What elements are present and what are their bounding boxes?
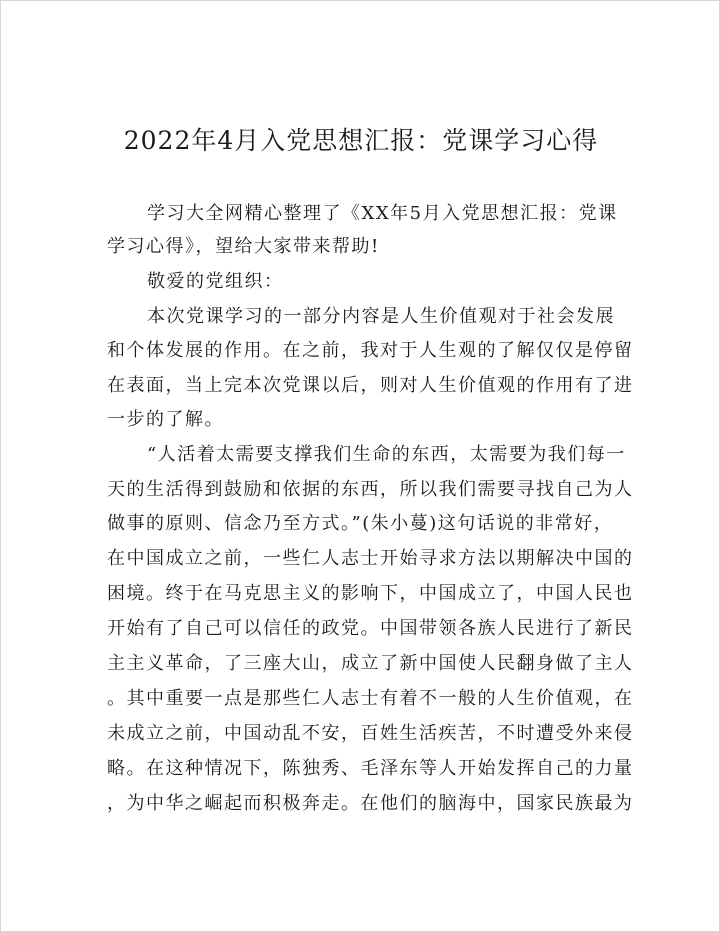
paragraph-line: 一步的了解。 xyxy=(107,409,224,430)
paragraph-line: 未成立之前，中国动乱不安，百姓生活疾苦，不时遭受外来侵 xyxy=(107,723,634,744)
paragraph-line: 开始有了自己可以信任的政党。中国带领各族人民进行了新民 xyxy=(107,618,634,639)
paragraph-line: 主主义革命，了三座大山，成立了新中国使人民翻身做了主人 xyxy=(107,653,634,674)
paragraph-line: 。其中重要一点是那些仁人志士有着不一般的人生价值观，在 xyxy=(107,688,634,709)
paragraph-line: 天的生活得到鼓励和依据的东西，所以我们需要寻找自己为人 xyxy=(107,479,634,500)
paragraph-line: 本次党课学习的一部分内容是人生价值观对于社会发展 xyxy=(147,306,615,327)
paragraph-line: 略。在这种情况下，陈独秀、毛泽东等人开始发挥自己的力量 xyxy=(107,758,634,779)
paragraph-line: 困境。终于在马克思主义的影响下，中国成立了，中国人民也 xyxy=(107,583,634,604)
salutation: 敬爱的党组织： xyxy=(147,271,284,292)
document-title: 2022年4月入党思想汇报：党课学习心得 xyxy=(123,126,599,155)
paragraph-line: “人活着太需要支撑我们生命的东西，太需要为我们每一 xyxy=(147,444,626,465)
paragraph-line: 在表面，当上完本次党课以后，则对人生价值观的作用有了进 xyxy=(107,375,634,396)
paragraph-line: 学习心得》，望给大家带来帮助! xyxy=(107,236,380,257)
paragraph-line: 在中国成立之前，一些仁人志士开始寻求方法以期解决中国的 xyxy=(107,548,634,569)
paragraph-line: ，为中华之崛起而积极奔走。在他们的脑海中，国家民族最为 xyxy=(107,793,634,814)
paragraph-line: 学习大全网精心整理了《XX年5月入党思想汇报：党课 xyxy=(147,203,618,224)
paragraph-line: 和个体发展的作用。在之前，我对于人生观的了解仅仅是停留 xyxy=(107,340,634,361)
paragraph-line: 做事的原则、信念乃至方式。”(朱小蔓)这句话说的非常好， xyxy=(107,513,614,534)
